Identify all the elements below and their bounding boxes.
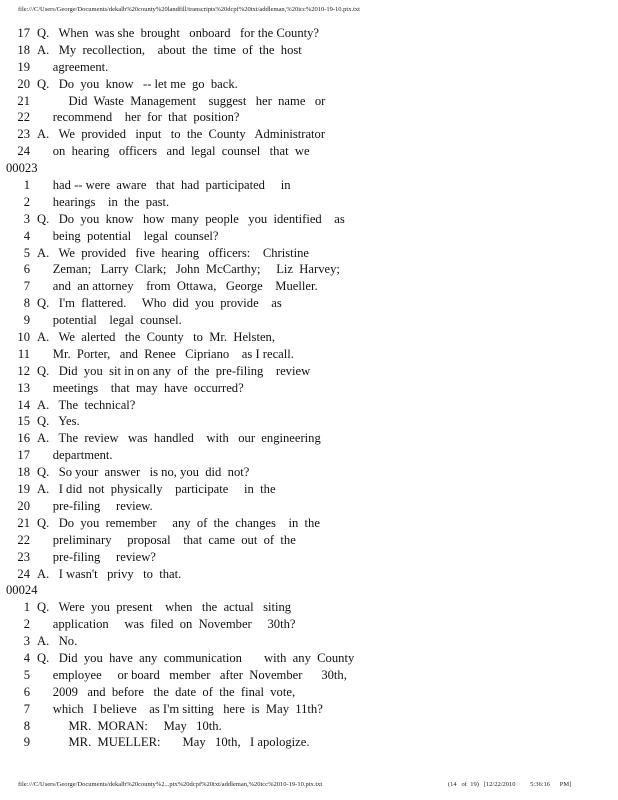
file-path-header: file:///C/Users/George/Documents/dekalb%20county%20landfill/transcripts%20dcpf%20txt/addleman,%20icc%2010-19-10.ptx.txt: [18, 6, 360, 13]
transcript-line: [0, 261, 618, 278]
line-number: 7: [23, 701, 30, 716]
line-number: 19: [17, 59, 30, 74]
line-text: which I believe as I'm sitting here is May 11th?: [37, 701, 323, 716]
transcript-line: [0, 599, 618, 616]
line-number: 22: [17, 110, 30, 125]
line-number: 18: [17, 42, 30, 57]
transcript-line: [0, 278, 618, 295]
line-number: 3: [23, 634, 30, 649]
line-number: 6: [23, 684, 30, 699]
line-number: 3: [23, 211, 30, 226]
line-number: 8: [23, 296, 30, 311]
transcript-line: [0, 312, 618, 329]
transcript-line: [0, 329, 618, 346]
line-text: pre-filing review?: [37, 549, 156, 564]
line-text: Mr. Porter, and Renee Cipriano as I recall.: [37, 346, 294, 361]
transcript-line: [0, 194, 618, 211]
line-number: 21: [17, 515, 30, 530]
transcript-line: [0, 532, 618, 549]
line-number: 18: [17, 465, 30, 480]
line-number: 4: [23, 228, 30, 243]
line-text: pre-filing review.: [37, 498, 153, 513]
line-number: 8: [23, 718, 30, 733]
line-text: and an attorney from Ottawa, George Mueller.: [37, 279, 318, 294]
line-number: 24: [17, 144, 30, 159]
line-text: agreement.: [37, 59, 109, 74]
line-text: A. No.: [37, 634, 78, 649]
transcript-line: [0, 245, 618, 262]
transcript-line: [0, 59, 618, 76]
line-number: 1: [23, 178, 30, 193]
line-text: meetings that may have occurred?: [37, 380, 244, 395]
line-text: being potential legal counsel?: [37, 228, 219, 243]
line-number: 5: [23, 245, 30, 260]
line-text: on hearing officers and legal counsel that we: [37, 144, 310, 159]
transcript-line: [0, 363, 618, 380]
transcript-line: [0, 481, 618, 498]
line-number: 4: [23, 650, 30, 665]
line-text: A. The technical?: [37, 397, 136, 412]
line-number: 17: [17, 448, 30, 463]
line-text: employee or board member after November 30th,: [37, 667, 347, 682]
line-text: had -- were aware that had participated in: [37, 178, 291, 193]
line-text: Q. Yes.: [37, 414, 80, 429]
line-number: 20: [17, 76, 30, 91]
line-number: 20: [17, 498, 30, 513]
file-path-footer: file:///C/Users/George/Documents/dekalb%20county%2...ptx%20dcpf%20txt/addleman,%20icc%2010-19-10.ptx.txt: [18, 781, 323, 788]
line-text: A. We provided input to the County Administrator: [37, 127, 326, 142]
line-text: Q. I'm flattered. Who did you provide as: [37, 296, 282, 311]
line-number: 9: [23, 735, 30, 750]
line-number: 5: [23, 667, 30, 682]
transcript-line: [0, 25, 618, 42]
transcript-line: [0, 143, 618, 160]
transcript-line: [0, 718, 618, 735]
line-text: preliminary proposal that came out of the: [37, 532, 296, 547]
line-text: hearings in the past.: [37, 194, 170, 209]
line-number: 9: [23, 313, 30, 328]
line-text: Q. Do you remember any of the changes in the: [37, 515, 320, 530]
page-number: 00024: [6, 583, 38, 598]
line-text: department.: [37, 448, 113, 463]
line-text: 2009 and before the date of the final vote,: [37, 684, 296, 699]
transcript-line: [0, 413, 618, 430]
line-text: Q. Do you know -- let me go back.: [37, 76, 238, 91]
transcript-line: [0, 228, 618, 245]
transcript-line: [0, 667, 618, 684]
transcript-line: [0, 498, 618, 515]
transcript-line: [0, 515, 618, 532]
line-text: A. The review was handled with our engineering: [37, 431, 321, 446]
page-number: 00023: [6, 161, 38, 176]
line-text: A. We provided five hearing officers: Christine: [37, 245, 310, 260]
line-number: 10: [17, 330, 30, 345]
line-text: Q. When was she brought onboard for the County?: [37, 26, 320, 40]
line-text: A. I did not physically participate in the: [37, 482, 276, 497]
line-text: Q. Did you sit in on any of the pre-filing review: [37, 363, 311, 378]
line-text: MR. MUELLER: May 10th, I apologize.: [37, 735, 310, 750]
line-text: application was filed on November 30th?: [37, 617, 296, 632]
line-text: potential legal counsel.: [37, 313, 182, 328]
transcript-line: [0, 684, 618, 701]
page-marker: [0, 160, 618, 177]
line-text: Did Waste Management suggest her name or: [37, 93, 326, 108]
line-number: 6: [23, 262, 30, 277]
transcript-line: [0, 109, 618, 126]
line-number: 12: [17, 363, 30, 378]
line-number: 23: [17, 549, 30, 564]
page-info-footer: (14 of 19) [12/22/2010 5:36:16 PM]: [448, 781, 572, 788]
transcript-line: [0, 701, 618, 718]
line-number: 19: [17, 482, 30, 497]
transcript-line: [0, 42, 618, 59]
line-number: 22: [17, 532, 30, 547]
transcript-line: [0, 734, 618, 751]
transcript-line: [0, 633, 618, 650]
line-number: 24: [17, 566, 30, 581]
transcript-line: [0, 447, 618, 464]
line-number: 23: [17, 127, 30, 142]
line-text: A. We alerted the County to Mr. Helsten,: [37, 330, 275, 345]
line-number: 15: [17, 414, 30, 429]
line-number: 13: [17, 380, 30, 395]
line-number: 14: [17, 397, 30, 412]
line-number: 7: [23, 279, 30, 294]
transcript-line: [0, 346, 618, 363]
transcript-line: [0, 430, 618, 447]
line-text: Q. Do you know how many people you identified as: [37, 211, 345, 226]
line-number: 17: [17, 26, 30, 40]
transcript-line: [0, 464, 618, 481]
line-text: A. My recollection, about the time of the host: [37, 42, 302, 57]
transcript-line: [0, 616, 618, 633]
transcript-line: [0, 549, 618, 566]
line-text: Q. Did you have any communication with any County: [37, 650, 355, 665]
line-number: 21: [17, 93, 30, 108]
line-text: A. I wasn't privy to that.: [37, 566, 182, 581]
transcript-line: [0, 380, 618, 397]
transcript-line: [0, 126, 618, 143]
transcript-body: [0, 25, 618, 751]
transcript-line: [0, 295, 618, 312]
line-number: 1: [23, 600, 30, 615]
line-number: 2: [23, 194, 30, 209]
page-marker: [0, 582, 618, 599]
line-text: Q. So your answer is no, you did not?: [37, 465, 250, 480]
line-text: Q. Were you present when the actual siting: [37, 600, 292, 615]
transcript-line: [0, 211, 618, 228]
line-text: Zeman; Larry Clark; John McCarthy; Liz Harvey;: [37, 262, 340, 277]
line-number: 16: [17, 431, 30, 446]
transcript-line: [0, 397, 618, 414]
transcript-line: [0, 566, 618, 583]
transcript-line: [0, 177, 618, 194]
line-number: 11: [17, 346, 30, 361]
transcript-line: [0, 76, 618, 93]
line-text: MR. MORAN: May 10th.: [37, 718, 222, 733]
transcript-line: [0, 93, 618, 110]
transcript-line: [0, 650, 618, 667]
line-number: 2: [23, 617, 30, 632]
line-text: recommend her for that position?: [37, 110, 240, 125]
